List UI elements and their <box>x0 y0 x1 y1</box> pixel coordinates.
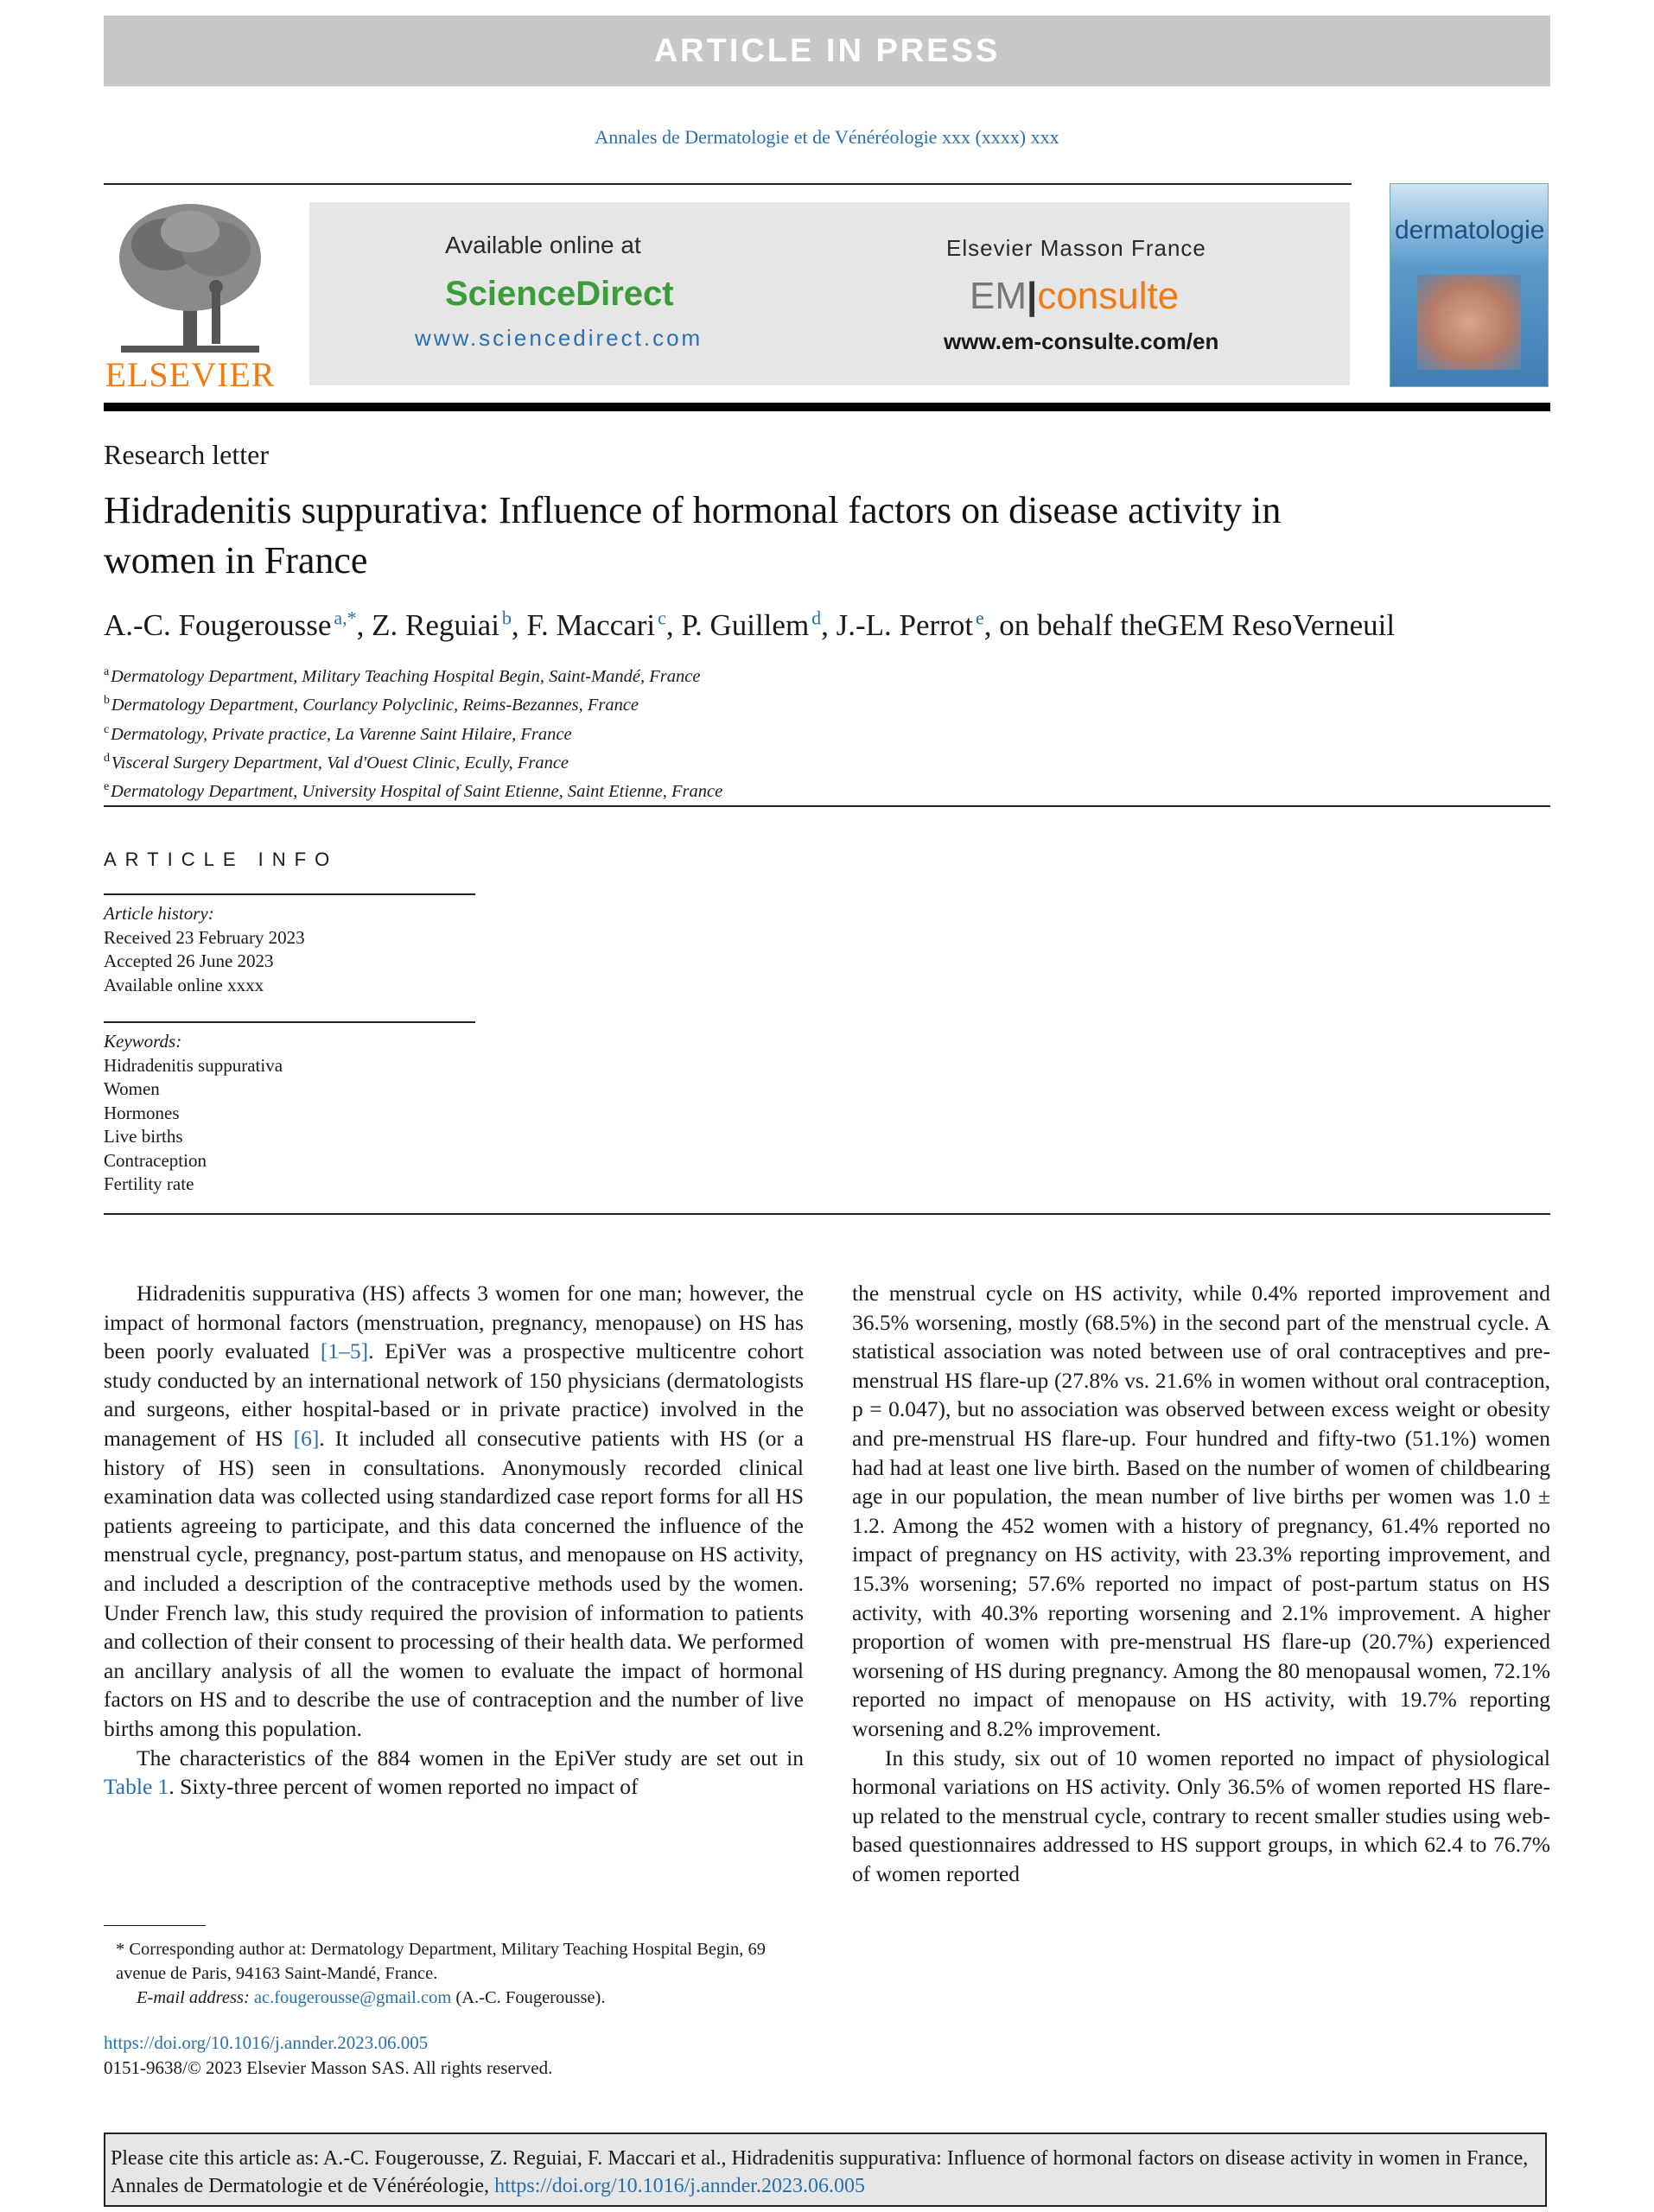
elsevier-wordmark: ELSEVIER <box>105 355 276 394</box>
em-consulte-logo[interactable]: EM|consulte <box>970 275 1180 317</box>
publisher-name: Elsevier Masson France <box>946 235 1206 261</box>
em-logo-part: EM <box>970 275 1027 317</box>
sciencedirect-logo[interactable]: ScienceDirect <box>445 275 674 313</box>
author-affiliation-mark[interactable]: e <box>976 607 984 628</box>
copyright-notice: 0151-9638/© 2023 Elsevier Masson SAS. All rights reserved. <box>104 2057 553 2078</box>
doi-link[interactable]: https://doi.org/10.1016/j.annder.2023.06.005 <box>104 2032 429 2053</box>
affiliation-item: $^c$ Dermatology, Private practice, La Varenne Saint Hilaire, France <box>104 722 572 744</box>
citation-doi-link[interactable]: https://doi.org/10.1016/j.annder.2023.06.005 <box>494 2175 865 2197</box>
author-list <box>104 607 1573 643</box>
body-paragraph: the menstrual cycle on HS activity, while 0.4% reported improvement and 36.5% worsening, mostly (68.5%) in the second part of the menstrual cycle. A statistical association was noted between use of oral contraceptives and pre-menstrual HS flare-up (27.8% vs. 21.6% in women without oral contraception, p = 0.047), but no association was observed between excess weight or obesity and pre-menstrual HS flare-up. Four hundred and fifty-two (51.1%) women had had at least one live birth. Based on the number of women of childbearing age in our population, the mean number of live births per women was 1.0 ± 1.2. Among the 452 women with a history of pregnancy, 61.4% reported no impact of pregnancy on HS activity, with 23.3% reporting improvement, and 15.3% worsening; 57.6% reported no impact of post-partum status on HS activity, with 40.3% reporting worsening and 2.1% improvement. A higher proportion of women with pre-menstrual HS flare-up (20.7%) experienced worsening of HS during pregnancy. Among the 80 menopausal women, 72.1% reported no impact of menopause on HS activity, with 19.7% reporting worsening and 8.2% improvement. <box>852 1281 1550 1741</box>
doi-block <box>104 2031 552 2081</box>
history-label: Article history: <box>104 903 214 924</box>
affiliation-item: $^d$ Visceral Surgery Department, Val d'Ouest Clinic, Ecully, France <box>104 751 569 772</box>
body-right-column <box>852 1279 1550 1888</box>
affiliation-item: $^a$ Dermatology Department, Military Teaching Hospital Begin, Saint-Mandé, France <box>104 665 701 686</box>
keyword: Women <box>104 1078 160 1099</box>
info-bottom-rule <box>104 1213 1550 1215</box>
header-bottom-rule <box>104 403 1550 411</box>
article-history <box>104 902 475 997</box>
citation-box <box>104 2133 1547 2207</box>
available-date: Available online xxxx <box>104 974 264 995</box>
body-paragraph: In this study, six out of 10 women reported no impact of physiological hormonal variations on HS activity. Only 36.5% of women reported HS flare-up related to the menstrual cycle, contrary to recent smaller studies using web-based questionnaires addressed to HS support groups, in which 62.4 to 76.7% of women reported <box>852 1745 1550 1886</box>
keyword: Hidradenitis suppurativa <box>104 1054 283 1076</box>
author-affiliation-mark[interactable]: c <box>658 607 666 628</box>
available-online-label: Available online at <box>445 232 641 258</box>
corresponding-author-footnote: * Corresponding author at: Dermatology Department, Military Teaching Hospital Begin, 69 avenue de Paris, 94163 Saint-Mandé, France. E-mail address: ac.fougerousse@gmail.com (A.-C. Fougerousse). <box>116 1940 766 2007</box>
author: A.-C. Fougerousse $^{a,*}$, <box>104 607 372 642</box>
keyword: Live births <box>104 1126 183 1147</box>
keywords-block <box>104 1030 475 1197</box>
body-left-column <box>104 1279 804 1802</box>
banner-text: ARTICLE IN PRESS <box>653 32 1001 69</box>
table-link[interactable]: Table 1 <box>104 1774 169 1800</box>
keywords-rule <box>104 1021 475 1023</box>
affiliation-item: $^e$ Dermatology Department, University Hospital of Saint Etienne, Saint Etienne, France <box>104 780 723 802</box>
body-paragraph: Hidradenitis suppurativa (HS) affects 3 women for one man; however, the impact of hormonal factors (menstruation, pregnancy, menopause) on HS has been poorly evaluated [1–5]. EpiVer was a prospective multicentre cohort study conducted by an international network of 150 physicians (dermatologists and surgeons, either hospital-based or in private practice) involved in the management of HS [6]. It included all consecutive patients with HS (or a history of HS) seen in consultations. Anonymously recorded clinical examination data was collected using standardized case report forms for all HS patients agreeing to participate, and this data concerned the influence of the menstrual cycle, pregnancy, post-partum status, and menopause on HS activity, and included a description of the contraceptive methods used by the women. Under French law, this study required the provision of information to patients and collection of their consent to processing of their health data. We performed an ancillary analysis of all the women to evaluate the impact of hormonal factors on HS and to describe the use of contraception and the number of live births among this population. <box>104 1281 804 1741</box>
citation-link[interactable]: [1–5] <box>320 1338 369 1364</box>
cover-title: dermatologie <box>1395 216 1545 245</box>
journal-reference[interactable]: Annales de Dermatologie et de Vénéréologie xxx (xxxx) xxx <box>595 126 1059 148</box>
keywords-label: Keywords: <box>104 1031 182 1052</box>
body-paragraph: The characteristics of the 884 women in the EpiVer study are set out in Table 1. Sixty-three percent of women reported no impact of <box>104 1745 804 1800</box>
header-top-rule <box>104 183 1352 185</box>
email-label: E-mail address: <box>137 1988 250 2007</box>
footnote-rule <box>104 1925 206 1926</box>
article-info-heading: ARTICLE INFO <box>104 849 339 870</box>
article-in-press-banner <box>104 16 1550 86</box>
author: P. Guillem $^d$, <box>681 607 837 642</box>
affiliations <box>104 660 1141 804</box>
keyword: Fertility rate <box>104 1173 194 1194</box>
author-affiliation-mark[interactable]: d <box>811 607 822 628</box>
article-title: Hidradenitis suppurativa: Influence of hormonal factors on disease activity in women in France <box>104 489 1282 582</box>
article-type: Research letter <box>104 439 269 470</box>
author-affiliation-mark[interactable]: b <box>501 607 512 628</box>
footnote-star: * <box>116 1940 125 1959</box>
email-link[interactable]: ac.fougerousse@gmail.com <box>253 1988 452 2007</box>
citation-link[interactable]: [6] <box>293 1425 320 1451</box>
keyword: Contraception <box>104 1149 207 1171</box>
received-date: Received 23 February 2023 <box>104 926 305 948</box>
affiliation-item: $^b$ Dermatology Department, Courlancy Polyclinic, Reims-Bezannes, France <box>104 694 639 715</box>
accepted-date: Accepted 26 June 2023 <box>104 950 274 971</box>
sciencedirect-url[interactable]: www.sciencedirect.com <box>415 325 703 351</box>
keyword: Hormones <box>104 1102 180 1123</box>
history-rule <box>104 893 475 895</box>
author: F. Maccari $^c$, <box>526 607 682 642</box>
em-consulte-url[interactable]: www.em-consulte.com/en <box>944 328 1219 354</box>
citation-text: Please cite this article as: A.-C. Fougerousse, Z. Reguiai, F. Maccari et al., Hidradenitis suppurativa: Influence of hormonal factors on disease activity in women in France, Annales de Dermatologie et de Vénéréologie, <box>111 2147 1529 2197</box>
author: J.-L. Perrot $^e$, on behalf theGEM ResoVerneuil <box>836 607 1396 642</box>
author: Z. Reguiai $^b$, <box>372 607 527 642</box>
consulte-logo-part: consulte <box>1037 275 1180 317</box>
affiliations-rule <box>104 805 1550 807</box>
author-affiliation-mark[interactable]: a,* <box>334 607 357 628</box>
cover-photo <box>1417 275 1521 370</box>
